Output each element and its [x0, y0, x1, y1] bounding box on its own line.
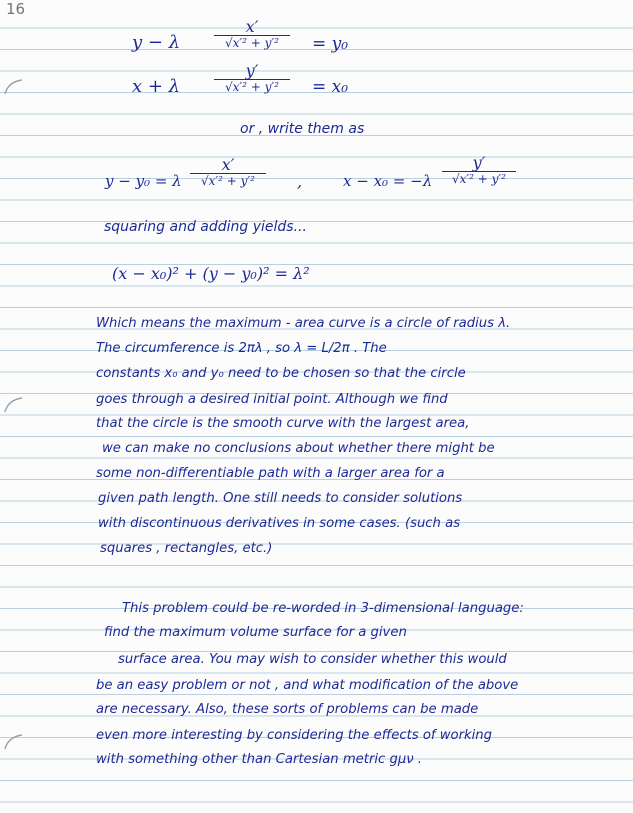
paragraph-1-line: The circumference is 2πλ , so λ = L/2π . The	[96, 341, 387, 356]
paragraph-1-line: we can make no conclusions about whether there might be	[102, 441, 495, 456]
or-write-them-as: or , write them as	[240, 121, 365, 137]
fraction-denominator: √x′² + y′²	[225, 80, 279, 94]
equation-separator-comma: ,	[297, 172, 303, 191]
paragraph-2-line: surface area. You may wish to consider whether this would	[118, 652, 507, 667]
equation-2-lhs: x + λ	[132, 76, 181, 97]
paragraph-2-line: even more interesting by considering the effects of working	[96, 728, 493, 743]
equation-1-rhs: = y₀	[312, 34, 349, 54]
paragraph-1-line: some non-differentiable path with a larger area for a	[96, 466, 445, 481]
circle-equation: (x − x₀)² + (y − y₀)² = λ²	[112, 264, 310, 283]
paragraph-1-line: Which means the maximum - area curve is a circle of radius λ.	[96, 316, 511, 331]
paragraph-2-line: are necessary. Also, these sorts of problems can be made	[96, 702, 479, 717]
binder-hole-mark	[2, 731, 28, 753]
paragraph-1-line: squares , rectangles, etc.)	[100, 541, 273, 556]
paragraph-2-line: be an easy problem or not , and what modification of the above	[96, 678, 519, 693]
binder-hole-mark	[2, 394, 28, 416]
equation-4-fraction	[440, 154, 518, 187]
paragraph-1-line: with discontinuous derivatives in some cases. (such as	[98, 516, 461, 531]
equation-1-fraction	[212, 18, 292, 51]
paragraph-2-line: This problem could be re-worded in 3-dimensional language:	[122, 601, 524, 616]
binder-hole-mark	[2, 76, 28, 98]
squaring-and-adding-text: squaring and adding yields...	[104, 219, 307, 235]
paragraph-1-line: given path length. One still needs to consider solutions	[98, 491, 463, 506]
paragraph-1-line: constants x₀ and y₀ need to be chosen so that the circle	[96, 366, 466, 381]
fraction-numerator: x′	[221, 155, 235, 174]
equation-2-fraction	[212, 62, 292, 95]
fraction-denominator: √x′² + y′²	[225, 36, 279, 50]
fraction-numerator: y′	[245, 61, 259, 80]
fraction-denominator: √x′² + y′²	[201, 174, 255, 188]
equation-3-fraction	[188, 156, 268, 189]
page-number: 16	[6, 0, 26, 18]
fraction-numerator: y′	[472, 153, 486, 172]
equation-2-rhs: = x₀	[312, 77, 349, 97]
paragraph-1-line: goes through a desired initial point. Although we find	[96, 392, 448, 407]
fraction-denominator: √x′² + y′²	[452, 172, 506, 186]
equation-3-lhs: y − y₀ = λ	[105, 172, 182, 190]
equation-4-lhs: x − x₀ = −λ	[343, 172, 433, 190]
paragraph-2-line: with something other than Cartesian metric gμν .	[96, 752, 422, 767]
fraction-numerator: x′	[245, 17, 259, 36]
paragraph-1-line: that the circle is the smooth curve with the largest area,	[96, 416, 470, 431]
paragraph-2-line: find the maximum volume surface for a given	[104, 625, 407, 640]
equation-1-lhs: y − λ	[132, 32, 181, 53]
